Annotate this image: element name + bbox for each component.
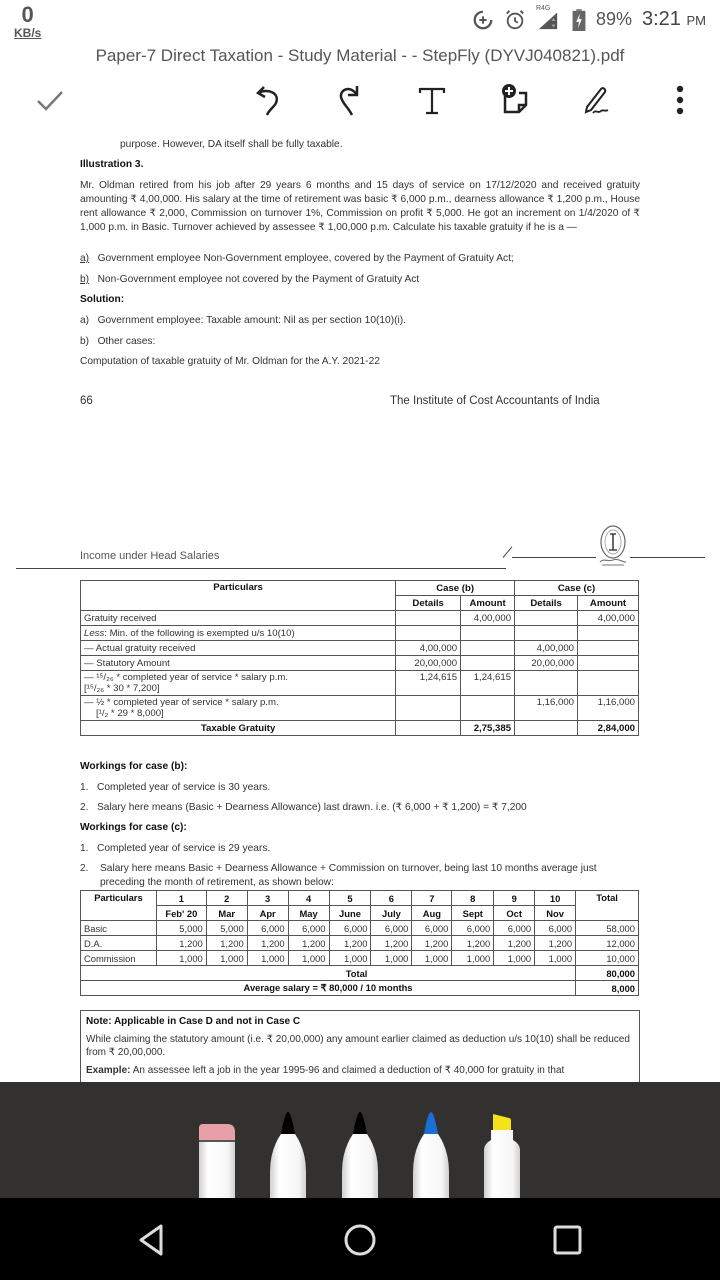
highlighter-tool-yellow[interactable] [484,1082,520,1198]
option-b: b) Non-Government employee not covered by the Payment of Gratuity Act [80,274,420,285]
home-button[interactable] [340,1220,380,1260]
month-header: Sept [452,906,494,921]
salary-average-row: Average salary = ₹ 80,000 / 10 months 8,000 [81,981,639,996]
month-header: Mar [206,906,247,921]
pdf-viewer[interactable] [0,136,720,1082]
month-header: Feb' 20 [156,906,206,921]
network-speed: 0 KB/s [14,2,42,40]
pen-tool-black[interactable] [270,1082,306,1198]
signal-icon: R4G [536,9,562,31]
battery-charging-icon [572,9,586,31]
month-index-header: 4 [288,891,329,906]
add-note-icon [497,83,531,122]
text-tool-button[interactable] [408,78,456,126]
add-note-button[interactable] [490,78,538,126]
month-header: Oct [494,906,535,921]
data-saver-icon [472,9,494,31]
signature-button[interactable] [572,78,620,126]
illustration-title: Illustration 3. [80,159,144,170]
total-header: Total [576,891,639,921]
redo-icon [335,83,369,122]
month-header: Aug [412,906,452,921]
workings-c-title: Workings for case (c): [80,822,187,833]
salary-total-row: Total 80,000 [81,966,639,981]
computation-heading: Computation of taxable gratuity of Mr. Oldman for the A.Y. 2021-22 [80,356,380,367]
back-button[interactable] [133,1220,173,1260]
illustration-body: Mr. Oldman retired from his job after 29 years 6 months and 15 days of service on 17/12/2020 and received gratuity amounting ₹ 4,00,000. His salary at the time of retirement was basic ₹ 6,000 p.m., dearness allowance ₹ 1,200 p.m., House rent allowance ₹ 2,000, Commission on turnover 1%, Commission on profit ₹ 5,000. He got an increment on 1/4/2020 of ₹ 1,000 p.m. in Basic. Turnover achieved by assessee ₹ 1,00,000 p.m. Calculate his taxable gratuity if he is a — [80,180,640,233]
salary-row: Commission 1,000 1,000 1,000 1,000 1,000 1,000 1,000 1,000 1,000 1,000 10,000 [81,951,639,966]
solution-b: b) Other cases: [80,336,156,347]
table-row: — Statutory Amount 20,00,000 20,00,000 [81,656,639,671]
option-a: a) Government employee Non-Government employee, covered by the Payment of Gratuity Act; [80,253,514,264]
month-header: May [288,906,329,921]
header-rule [16,568,506,569]
system-nav-bar [0,1198,720,1280]
page-footer: The Institute of Cost Accountants of India [390,395,600,407]
eraser-tool[interactable] [199,1082,235,1198]
pen-tool-blue[interactable] [413,1082,449,1198]
workings-c-item: 2. Salary here means Basic + Dearness Allowance + Commission on turnover, being last 10 months average just preceding the month of retirement, as shown below: [80,863,597,888]
salary-row: Basic 5,000 5,000 6,000 6,000 6,000 6,000 6,000 6,000 6,000 6,000 58,000 [81,921,639,936]
salary-row: D.A. 1,200 1,200 1,200 1,200 1,200 1,200 1,200 1,200 1,200 1,200 12,000 [81,936,639,951]
status-bar [0,0,720,44]
annotation-toolbar [0,78,720,134]
recents-icon [547,1220,587,1260]
month-header: June [329,906,371,921]
pen-black-icon [270,1082,306,1198]
table-row: Gratuity received 4,00,000 4,00,000 [81,611,639,626]
battery-percentage: 89% [595,9,632,29]
month-index-header: 3 [247,891,288,906]
eraser-icon [199,1082,235,1198]
back-icon [133,1220,173,1260]
pen-tray [0,1082,720,1198]
month-index-header: 7 [412,891,452,906]
workings-c-item: 1. Completed year of service is 29 years. [80,843,271,854]
month-index-header: 6 [371,891,412,906]
table-row: — Actual gratuity received 4,00,000 4,00,000 [81,641,639,656]
solution-title: Solution: [80,294,125,305]
done-button[interactable] [26,78,74,126]
institute-logo [596,524,630,568]
more-options-button[interactable] [656,78,704,126]
month-index-header: 9 [494,891,535,906]
highlighter-icon [484,1082,520,1198]
month-header: Nov [535,906,576,921]
pdf-page-67 [0,472,720,1082]
clock: 3:21 PM [642,8,706,30]
month-header: July [371,906,412,921]
pen-blue-icon [413,1082,449,1198]
month-index-header: 8 [452,891,494,906]
page-header: Income under Head Salaries [80,550,220,562]
month-index-header: 5 [329,891,371,906]
workings-b-item: 1. Completed year of service is 30 years. [80,782,271,793]
undo-button[interactable] [246,78,294,126]
workings-b-title: Workings for case (b): [80,761,188,772]
table-row: — ¹⁵/₂₆ * completed year of service * salary p.m. [¹⁵/₂₆ * 30 * 7,200] 1,24,615 1,24,615 [81,671,639,696]
pdf-page-66: purpose. However, DA itself shall be fully taxable. Illustration 3. Mr. Oldman retired from his job after 29 years 6 months and 15 days of service on 17/12/2020 and received gratuity amounting ₹ 4,00,000. His salary at the time of retirement was basic ₹ 6,000 p.m., dearness allowance ₹ 1,200 p.m., House rent allowance ₹ 2,000, Commission on turnover 1%, Commission on profit ₹ 5,000. He got an increment on 1/4/2020 of ₹ 1,000 p.m. in Basic. Turnover achieved by assessee ₹ 1,00,000 p.m. Calculate his taxable gratuity if he is a — a) Government employee Non-Government employee, covered by the Payment of Gratuity Act; b) Non-Government employee not covered by the Payment of Gratuity Act Solution: a) Government employee: Taxable amount: Nil as per section 10(10)(i). b) Other cases: Computation of taxable gratuity of Mr. Oldman for the A.Y. 2021-22 66 The Institute of Cost Accountants of India [0,136,720,601]
alarm-icon [504,9,526,31]
month-index-header: 1 [156,891,206,906]
table-total-row: Taxable Gratuity 2,75,385 2,84,000 [81,721,639,736]
pen-black-icon [342,1082,378,1198]
done-check-icon [33,83,67,122]
salary-average-table: Particulars 1 2 3 4 5 6 7 8 9 10 Total Feb' 20 Mar Apr May June July Aug Sept Oct Nov Basic 5,000 5,000 6,000 6,000 6,000 6,000 6,000 6,000 6,000 6,000 58,000 D.A. 1,200 1,200 1,200 1,200 1,200 1,200 1,200 1,200 1,200 1,200 12,000 Commission 1,000 1,000 1,000 1,000 1,000 1,000 1,000 1,000 1,000 1,000 10,000 Total 80,000 Average salary = ₹ 80,000 / 10 months 8,000 [80,890,639,996]
more-vert-icon [663,83,697,122]
note-box: Note: Applicable in Case D and not in Case C While claiming the statutory amount (i.e. ₹ 20,00,000) any amount earlier claimed as deduction u/s 10(10) shall be reduced from ₹ 20,00,000. Example: An assessee left a job in the year 1995-96 and claimed a deduction of ₹ 40,000 for gratuity in that [80,1010,640,1082]
gratuity-computation-table: Particulars Case (b) Case (c) Details Amount Details Amount Gratuity received 4,00,000 4,00,000 Less: Min. of the following is exempted u/s 10(10) — Actual gratuity received 4,00,000 4,00,000 — Statutory Amount 20,00,000 20,00,000 — ¹⁵/₂₆ * completed year of service * salary p.m. [¹⁵/₂₆ * 30 * 7,200] 1,24,615 1,24,615 — ½ * completed year of service * salary p.m. [¹/₂ * 29 * 8,000] 1,16,000 1,16,000 Taxable Gratuity 2,75,385 2,84,000 [80,580,639,736]
recents-button[interactable] [547,1220,587,1260]
month-index-header: 2 [206,891,247,906]
table-row: Less: Min. of the following is exempted u/s 10(10) [81,626,639,641]
page-number: 66 [80,395,93,407]
document-title: Paper-7 Direct Taxation - Study Material - - StepFly (DYVJ040821).pdf [95,46,625,65]
table-row: — ½ * completed year of service * salary p.m. [¹/₂ * 29 * 8,000] 1,16,000 1,16,000 [81,696,639,721]
home-icon [340,1220,380,1260]
signature-pen-icon [579,83,613,122]
undo-icon [253,83,287,122]
month-index-header: 10 [535,891,576,906]
redo-button[interactable] [328,78,376,126]
month-header: Apr [247,906,288,921]
solution-a: a) Government employee: Taxable amount: Nil as per section 10(10)(i). [80,315,406,326]
pen-tool-black-2[interactable] [342,1082,378,1198]
workings-b-item: 2. Salary here means (Basic + Dearness Allowance) last drawn. i.e. (₹ 6,000 + ₹ 1,200) = ₹ 7,200 [80,802,527,813]
text-icon [415,83,449,122]
